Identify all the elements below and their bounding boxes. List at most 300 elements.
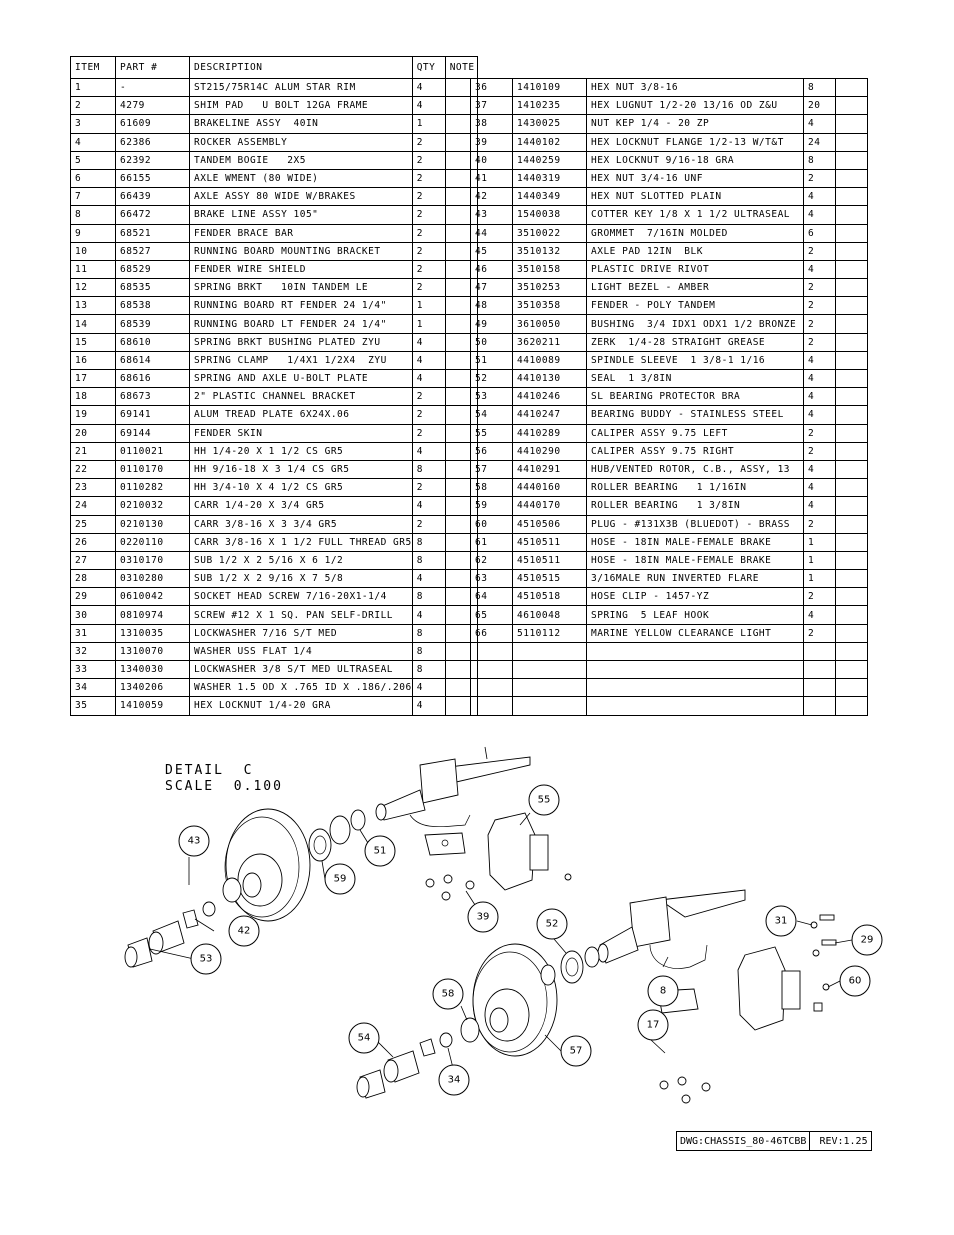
part-cell: 69141 bbox=[116, 406, 190, 424]
qty-cell: 4 bbox=[804, 206, 836, 224]
qty-cell: 4 bbox=[412, 606, 445, 624]
item-cell: 64 bbox=[471, 588, 513, 606]
qty-cell bbox=[804, 661, 836, 679]
item-cell: 38 bbox=[471, 115, 513, 133]
part-cell: 1430025 bbox=[513, 115, 587, 133]
qty-cell: 4 bbox=[412, 497, 445, 515]
note-cell bbox=[836, 570, 868, 588]
balloon-29 bbox=[852, 925, 882, 955]
qty-cell: 4 bbox=[804, 497, 836, 515]
item-cell: 61 bbox=[471, 533, 513, 551]
table-row bbox=[71, 497, 478, 515]
part-cell: 1410109 bbox=[513, 79, 587, 97]
note-cell bbox=[836, 224, 868, 242]
note-cell bbox=[836, 242, 868, 260]
exploded-hub-drawing bbox=[0, 735, 954, 1125]
note-cell bbox=[836, 479, 868, 497]
qty-cell: 6 bbox=[804, 224, 836, 242]
table-row bbox=[471, 115, 868, 133]
qty-cell: 2 bbox=[804, 242, 836, 260]
note-cell bbox=[836, 79, 868, 97]
qty-cell: 4 bbox=[804, 370, 836, 388]
note-cell bbox=[836, 188, 868, 206]
qty-cell: 1 bbox=[412, 315, 445, 333]
part-cell: 4410246 bbox=[513, 388, 587, 406]
item-cell: 43 bbox=[471, 206, 513, 224]
item-cell: 39 bbox=[471, 133, 513, 151]
header-part: PART # bbox=[116, 57, 190, 79]
qty-cell: 4 bbox=[412, 697, 445, 715]
table-row bbox=[71, 224, 478, 242]
bom-header-row bbox=[71, 57, 478, 79]
description-cell: CALIPER ASSY 9.75 RIGHT bbox=[587, 442, 804, 460]
qty-cell: 4 bbox=[804, 188, 836, 206]
item-cell: 8 bbox=[71, 206, 116, 224]
qty-cell: 8 bbox=[804, 151, 836, 169]
description-cell: SHIM PAD U BOLT 12GA FRAME bbox=[190, 97, 413, 115]
table-row bbox=[471, 533, 868, 551]
description-cell: HH 9/16-18 X 3 1/4 CS GR5 bbox=[190, 460, 413, 478]
qty-cell: 2 bbox=[804, 169, 836, 187]
balloon-label: 57 bbox=[569, 1045, 583, 1057]
balloon-39 bbox=[468, 902, 498, 932]
item-cell: 62 bbox=[471, 551, 513, 569]
description-cell: PLASTIC DRIVE RIVOT bbox=[587, 260, 804, 278]
qty-cell: 4 bbox=[412, 370, 445, 388]
note-cell bbox=[836, 315, 868, 333]
table-row bbox=[471, 97, 868, 115]
part-cell: 0610042 bbox=[116, 588, 190, 606]
qty-cell: 2 bbox=[804, 279, 836, 297]
description-cell: LIGHT BEZEL - AMBER bbox=[587, 279, 804, 297]
note-cell bbox=[836, 588, 868, 606]
description-cell: HH 1/4-20 X 1 1/2 CS GR5 bbox=[190, 442, 413, 460]
item-cell: 65 bbox=[471, 606, 513, 624]
balloon-label: 31 bbox=[774, 915, 788, 927]
part-cell: 69144 bbox=[116, 424, 190, 442]
description-cell: RUNNING BOARD LT FENDER 24 1/4" bbox=[190, 315, 413, 333]
item-cell: 7 bbox=[71, 188, 116, 206]
table-row bbox=[471, 279, 868, 297]
note-cell bbox=[836, 661, 868, 679]
item-cell: 2 bbox=[71, 97, 116, 115]
table-row bbox=[71, 79, 478, 97]
item-cell: 17 bbox=[71, 370, 116, 388]
balloon-label: 60 bbox=[848, 975, 862, 987]
item-cell: 59 bbox=[471, 497, 513, 515]
qty-cell: 2 bbox=[804, 624, 836, 642]
description-cell: BEARING BUDDY - STAINLESS STEEL bbox=[587, 406, 804, 424]
description-cell: HEX NUT 3/8-16 bbox=[587, 79, 804, 97]
qty-cell: 2 bbox=[412, 224, 445, 242]
balloon-label: 8 bbox=[659, 985, 667, 997]
qty-cell: 1 bbox=[412, 297, 445, 315]
qty-cell: 8 bbox=[412, 642, 445, 660]
item-cell: 50 bbox=[471, 333, 513, 351]
description-cell: ZERK 1/4-28 STRAIGHT GREASE bbox=[587, 333, 804, 351]
part-cell: 3510253 bbox=[513, 279, 587, 297]
part-cell: 4510511 bbox=[513, 533, 587, 551]
note-cell bbox=[836, 206, 868, 224]
part-cell: 4410247 bbox=[513, 406, 587, 424]
item-cell: 14 bbox=[71, 315, 116, 333]
qty-cell: 2 bbox=[412, 424, 445, 442]
qty-cell: 4 bbox=[804, 115, 836, 133]
item-cell: 32 bbox=[71, 642, 116, 660]
description-cell: SPRING BRKT BUSHING PLATED ZYU bbox=[190, 333, 413, 351]
item-cell: 58 bbox=[471, 479, 513, 497]
qty-cell: 1 bbox=[804, 570, 836, 588]
description-cell: CARR 3/8-16 X 1 1/2 FULL THREAD GR5 bbox=[190, 533, 413, 551]
header-description: DESCRIPTION bbox=[190, 57, 413, 79]
description-cell: FENDER - POLY TANDEM bbox=[587, 297, 804, 315]
description-cell: HOSE - 18IN MALE-FEMALE BRAKE bbox=[587, 533, 804, 551]
table-row bbox=[471, 479, 868, 497]
balloon-51 bbox=[365, 836, 395, 866]
lower-rotor bbox=[473, 944, 557, 1056]
table-row bbox=[71, 97, 478, 115]
part-cell: 4510511 bbox=[513, 551, 587, 569]
description-cell: SPRING 5 LEAF HOOK bbox=[587, 606, 804, 624]
part-cell: 1440259 bbox=[513, 151, 587, 169]
part-cell: 68529 bbox=[116, 260, 190, 278]
part-cell: 0220110 bbox=[116, 533, 190, 551]
table-row bbox=[471, 315, 868, 333]
part-cell: 0110021 bbox=[116, 442, 190, 460]
note-cell bbox=[836, 406, 868, 424]
note-cell bbox=[836, 333, 868, 351]
item-cell: 35 bbox=[71, 697, 116, 715]
part-cell: 4410290 bbox=[513, 442, 587, 460]
qty-cell: 1 bbox=[804, 533, 836, 551]
drawing-number: DWG:CHASSIS_80-46TCBB bbox=[680, 1135, 807, 1147]
table-row bbox=[71, 442, 478, 460]
item-cell: 29 bbox=[71, 588, 116, 606]
balloon-17 bbox=[638, 1010, 668, 1040]
balloon-label: 42 bbox=[237, 925, 251, 937]
description-cell: HEX LOCKNUT 9/16-18 GRA bbox=[587, 151, 804, 169]
detail-scale: SCALE 0.100 bbox=[165, 779, 283, 794]
part-cell: 1310035 bbox=[116, 624, 190, 642]
description-cell: AXLE ASSY 80 WIDE W/BRAKES bbox=[190, 188, 413, 206]
qty-cell: 4 bbox=[412, 570, 445, 588]
note-cell bbox=[836, 169, 868, 187]
balloon-label: 54 bbox=[357, 1032, 371, 1044]
note-cell bbox=[836, 697, 868, 715]
item-cell: 3 bbox=[71, 115, 116, 133]
item-cell: 6 bbox=[71, 169, 116, 187]
note-cell bbox=[836, 497, 868, 515]
table-row bbox=[471, 133, 868, 151]
item-cell: 27 bbox=[71, 551, 116, 569]
table-row bbox=[471, 151, 868, 169]
part-cell: 4440170 bbox=[513, 497, 587, 515]
part-cell: 68610 bbox=[116, 333, 190, 351]
balloon-label: 51 bbox=[373, 845, 387, 857]
balloon-54 bbox=[349, 1023, 379, 1053]
part-cell: 4410130 bbox=[513, 370, 587, 388]
table-row bbox=[71, 315, 478, 333]
table-row bbox=[71, 115, 478, 133]
balloon-label: 39 bbox=[476, 911, 490, 923]
item-cell: 23 bbox=[71, 479, 116, 497]
item-cell: 40 bbox=[471, 151, 513, 169]
description-cell: CALIPER ASSY 9.75 LEFT bbox=[587, 424, 804, 442]
item-cell: 18 bbox=[71, 388, 116, 406]
upper-rotor bbox=[225, 809, 310, 921]
balloon-8 bbox=[648, 976, 678, 1006]
balloon-label: 59 bbox=[333, 873, 347, 885]
balloon-55 bbox=[529, 785, 559, 815]
part-cell: 1440349 bbox=[513, 188, 587, 206]
item-cell: 42 bbox=[471, 188, 513, 206]
table-row bbox=[71, 297, 478, 315]
bearing-58 bbox=[461, 1018, 479, 1042]
header-qty: QTY bbox=[412, 57, 445, 79]
balloon-label: 58 bbox=[441, 988, 455, 1000]
qty-cell: 8 bbox=[412, 624, 445, 642]
balloon-label: 17 bbox=[646, 1019, 660, 1031]
note-cell bbox=[836, 351, 868, 369]
item-cell: 30 bbox=[71, 606, 116, 624]
description-cell: COTTER KEY 1/8 X 1 1/2 ULTRASEAL bbox=[587, 206, 804, 224]
part-cell: 4440160 bbox=[513, 479, 587, 497]
description-cell: WASHER 1.5 OD X .765 ID X .186/.206 bbox=[190, 679, 413, 697]
qty-cell: 4 bbox=[804, 388, 836, 406]
item-cell: 9 bbox=[71, 224, 116, 242]
table-row bbox=[471, 606, 868, 624]
table-row bbox=[71, 606, 478, 624]
table-row bbox=[71, 188, 478, 206]
item-cell: 55 bbox=[471, 424, 513, 442]
table-row bbox=[471, 260, 868, 278]
part-cell bbox=[513, 642, 587, 660]
table-row bbox=[471, 297, 868, 315]
qty-cell: 2 bbox=[412, 515, 445, 533]
caliper-upper-body bbox=[530, 835, 548, 870]
qty-cell: 2 bbox=[412, 279, 445, 297]
part-cell: 68521 bbox=[116, 224, 190, 242]
description-cell: TANDEM BOGIE 2X5 bbox=[190, 151, 413, 169]
part-cell: 0210130 bbox=[116, 515, 190, 533]
description-cell: ST215/75R14C ALUM STAR RIM bbox=[190, 79, 413, 97]
qty-cell: 2 bbox=[804, 442, 836, 460]
item-cell: 36 bbox=[471, 79, 513, 97]
item-cell: 25 bbox=[71, 515, 116, 533]
description-cell bbox=[587, 679, 804, 697]
description-cell: LOCKWASHER 7/16 S/T MED bbox=[190, 624, 413, 642]
note-cell bbox=[836, 133, 868, 151]
qty-cell: 1 bbox=[804, 551, 836, 569]
table-row bbox=[471, 570, 868, 588]
revision: REV:1.25 bbox=[819, 1135, 868, 1147]
item-cell: 52 bbox=[471, 370, 513, 388]
bom-table-left bbox=[70, 56, 478, 716]
item-cell: 26 bbox=[71, 533, 116, 551]
balloon-label: 43 bbox=[187, 835, 201, 847]
description-cell: MARINE YELLOW CLEARANCE LIGHT bbox=[587, 624, 804, 642]
qty-cell: 2 bbox=[412, 206, 445, 224]
qty-cell bbox=[804, 679, 836, 697]
part-cell: 68538 bbox=[116, 297, 190, 315]
balloon-57 bbox=[561, 1036, 591, 1066]
qty-cell: 4 bbox=[804, 606, 836, 624]
balloon-59 bbox=[325, 864, 355, 894]
part-cell: 1410059 bbox=[116, 697, 190, 715]
header-item: ITEM bbox=[71, 57, 116, 79]
part-cell: 68616 bbox=[116, 370, 190, 388]
qty-cell: 4 bbox=[412, 333, 445, 351]
table-row bbox=[471, 661, 868, 679]
description-cell: HEX LOCKNUT 1/4-20 GRA bbox=[190, 697, 413, 715]
item-cell: 66 bbox=[471, 624, 513, 642]
description-cell: BRAKE LINE ASSY 105" bbox=[190, 206, 413, 224]
item-cell: 47 bbox=[471, 279, 513, 297]
qty-cell: 8 bbox=[412, 533, 445, 551]
part-cell: 62392 bbox=[116, 151, 190, 169]
part-cell: 3610050 bbox=[513, 315, 587, 333]
table-row bbox=[71, 242, 478, 260]
part-cell: 4410089 bbox=[513, 351, 587, 369]
item-cell bbox=[471, 661, 513, 679]
qty-cell: 2 bbox=[804, 315, 836, 333]
description-cell bbox=[587, 697, 804, 715]
table-row bbox=[471, 551, 868, 569]
part-cell: 61609 bbox=[116, 115, 190, 133]
part-cell: 3510132 bbox=[513, 242, 587, 260]
qty-cell: 2 bbox=[804, 515, 836, 533]
table-row bbox=[471, 424, 868, 442]
table-row bbox=[471, 497, 868, 515]
qty-cell: 4 bbox=[412, 351, 445, 369]
part-cell: 0110170 bbox=[116, 460, 190, 478]
part-cell: 4410289 bbox=[513, 424, 587, 442]
table-row bbox=[471, 388, 868, 406]
qty-cell: 4 bbox=[804, 479, 836, 497]
description-cell: SPRING BRKT 10IN TANDEM LE bbox=[190, 279, 413, 297]
table-row bbox=[471, 188, 868, 206]
balloon-34 bbox=[439, 1065, 469, 1095]
detail-label: DETAIL C bbox=[165, 763, 254, 778]
title-block bbox=[676, 1131, 872, 1151]
caliper-lower-body bbox=[782, 971, 800, 1009]
part-cell bbox=[513, 697, 587, 715]
description-cell: LOCKWASHER 3/8 S/T MED ULTRASEAL bbox=[190, 661, 413, 679]
balloon-31 bbox=[766, 906, 796, 936]
qty-cell: 1 bbox=[412, 115, 445, 133]
table-row bbox=[71, 206, 478, 224]
note-cell bbox=[836, 515, 868, 533]
qty-cell: 2 bbox=[412, 406, 445, 424]
table-row bbox=[471, 206, 868, 224]
table-row bbox=[71, 661, 478, 679]
item-cell: 10 bbox=[71, 242, 116, 260]
table-row bbox=[471, 515, 868, 533]
table-row bbox=[471, 406, 868, 424]
part-cell: 1340030 bbox=[116, 661, 190, 679]
qty-cell: 2 bbox=[412, 242, 445, 260]
table-row bbox=[471, 588, 868, 606]
table-row bbox=[71, 570, 478, 588]
qty-cell bbox=[804, 642, 836, 660]
item-cell: 22 bbox=[71, 460, 116, 478]
item-cell: 15 bbox=[71, 333, 116, 351]
note-cell bbox=[836, 460, 868, 478]
item-cell: 24 bbox=[71, 497, 116, 515]
description-cell: SUB 1/2 X 2 5/16 X 6 1/2 bbox=[190, 551, 413, 569]
item-cell bbox=[471, 642, 513, 660]
description-cell bbox=[587, 642, 804, 660]
table-row bbox=[471, 169, 868, 187]
qty-cell: 4 bbox=[804, 351, 836, 369]
part-cell: 0810974 bbox=[116, 606, 190, 624]
table-row bbox=[71, 533, 478, 551]
description-cell: 3/16MALE RUN INVERTED FLARE bbox=[587, 570, 804, 588]
qty-cell: 4 bbox=[804, 460, 836, 478]
qty-cell: 20 bbox=[804, 97, 836, 115]
item-cell: 49 bbox=[471, 315, 513, 333]
item-cell: 48 bbox=[471, 297, 513, 315]
table-row bbox=[471, 370, 868, 388]
item-cell: 45 bbox=[471, 242, 513, 260]
description-cell: FENDER WIRE SHIELD bbox=[190, 260, 413, 278]
table-row bbox=[471, 460, 868, 478]
item-cell: 13 bbox=[71, 297, 116, 315]
note-cell bbox=[836, 115, 868, 133]
table-row bbox=[71, 460, 478, 478]
balloon-label: 53 bbox=[199, 953, 213, 965]
qty-cell: 4 bbox=[412, 442, 445, 460]
table-row bbox=[71, 515, 478, 533]
part-cell bbox=[513, 679, 587, 697]
description-cell: SCREW #12 X 1 SQ. PAN SELF-DRILL bbox=[190, 606, 413, 624]
table-row bbox=[71, 588, 478, 606]
description-cell: HEX NUT SLOTTED PLAIN bbox=[587, 188, 804, 206]
table-row bbox=[71, 624, 478, 642]
table-row bbox=[471, 697, 868, 715]
table-row bbox=[71, 679, 478, 697]
qty-cell: 4 bbox=[412, 679, 445, 697]
part-cell: 66155 bbox=[116, 169, 190, 187]
note-cell bbox=[836, 606, 868, 624]
description-cell: HEX LOCKNUT FLANGE 1/2-13 W/T&T bbox=[587, 133, 804, 151]
table-row bbox=[71, 260, 478, 278]
table-row bbox=[71, 388, 478, 406]
table-row bbox=[71, 370, 478, 388]
seal-52 bbox=[561, 951, 583, 983]
washer-34 bbox=[440, 1033, 452, 1047]
note-cell bbox=[836, 260, 868, 278]
description-cell: ALUM TREAD PLATE 6X24X.06 bbox=[190, 406, 413, 424]
table-row bbox=[71, 697, 478, 715]
qty-cell: 8 bbox=[412, 551, 445, 569]
part-cell: 0210032 bbox=[116, 497, 190, 515]
description-cell: CARR 1/4-20 X 3/4 GR5 bbox=[190, 497, 413, 515]
qty-cell: 2 bbox=[412, 151, 445, 169]
description-cell: SPRING AND AXLE U-BOLT PLATE bbox=[190, 370, 413, 388]
note-cell bbox=[836, 370, 868, 388]
table-row bbox=[71, 279, 478, 297]
balloon-58 bbox=[433, 979, 463, 1009]
table-row bbox=[71, 169, 478, 187]
caliper-upper bbox=[488, 813, 535, 890]
part-cell: 3510158 bbox=[513, 260, 587, 278]
table-row bbox=[71, 333, 478, 351]
item-cell: 53 bbox=[471, 388, 513, 406]
header-note: NOTE bbox=[445, 57, 477, 79]
description-cell bbox=[587, 661, 804, 679]
balloon-53 bbox=[191, 944, 221, 974]
